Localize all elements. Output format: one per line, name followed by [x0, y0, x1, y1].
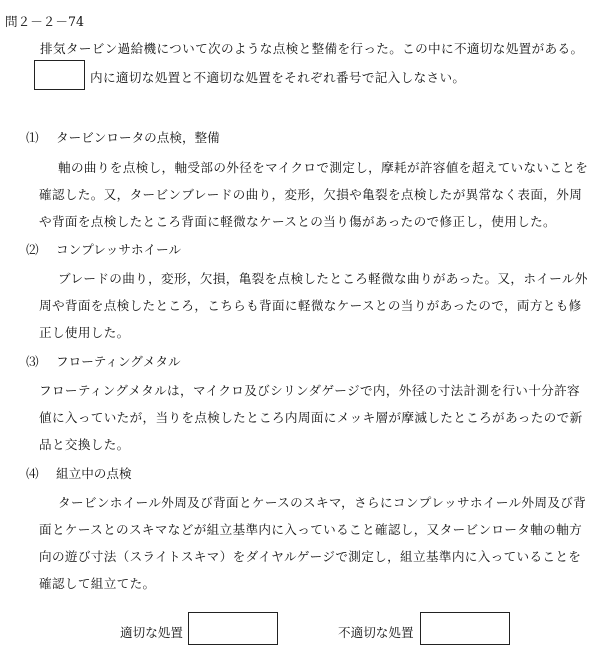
- item-3-line-2: 値に入っていたが，当りを点検したところ内周面にメッキ層が摩滅したところがあったので新: [39, 410, 583, 425]
- appropriate-label: 適切な処置: [120, 625, 183, 640]
- inappropriate-label: 不適切な処置: [338, 625, 414, 640]
- item-3-line-1: フローティングメタルは，マイクロ及びシリンダゲージで内，外径の寸法計測を行い十分許容: [39, 383, 580, 398]
- item-4-line-1: タービンホイール外周及び背面とケースのスキマ，さらにコンプレッサホイール外周及び背: [58, 495, 587, 510]
- appropriate-answer-box[interactable]: [188, 612, 278, 645]
- item-2-line-1: ブレードの曲り，変形，欠損，亀裂を点検したところ軽微な曲りがあった。又，ホイール外: [58, 271, 588, 286]
- item-4-title: 組立中の点検: [56, 466, 132, 481]
- item-3-line-3: 品と交換した。: [39, 437, 130, 452]
- item-4-number: ⑷: [26, 466, 39, 481]
- intro-line-2: 内に適切な処置と不適切な処置をそれぞれ番号で記入しなさい。: [90, 70, 466, 85]
- item-2-line-2: 周や背面を点検したところ，こちらも背面に軽微なケースとの当りがあったので，両方とも修: [39, 298, 582, 313]
- item-4-line-3: 向の遊び寸法（スライトスキマ）をダイヤルゲージで測定し，組立基準内に入っていることを: [39, 549, 582, 564]
- item-2-title: コンプレッサホイール: [56, 242, 182, 257]
- item-2-number: ⑵: [26, 242, 39, 257]
- item-1-line-1: 軸の曲りを点検し，軸受部の外径をマイクロで測定し，摩耗が許容値を超えていないことを: [58, 160, 589, 175]
- inline-answer-box: [34, 60, 85, 90]
- item-4-line-4: 確認して組立てた。: [39, 576, 156, 591]
- item-3-title: フローティングメタル: [56, 354, 181, 369]
- inappropriate-answer-box[interactable]: [420, 612, 510, 645]
- item-4-line-2: 面とケースとのスキマなどが組立基準内に入っていること確認し，又タービンロータ軸の軸方: [39, 522, 583, 537]
- item-1-title: タービンロータの点検，整備: [56, 130, 220, 145]
- item-2-line-3: 正し使用した。: [39, 325, 130, 340]
- intro-line-1: 排気タービン過給機について次のような点検と整備を行った。この中に不適切な処置がある。: [40, 41, 584, 56]
- item-1-number: ⑴: [26, 130, 39, 145]
- problem-number: 問２－２－74: [5, 14, 84, 29]
- item-3-number: ⑶: [26, 354, 39, 369]
- item-1-line-2: 確認した。又，タービンブレードの曲り，変形，欠損や亀裂を点検したが異常なく表面，外周: [39, 187, 583, 202]
- item-1-line-3: や背面を点検したところ背面に軽微なケースとの当り傷があったので修正し，使用した。: [39, 214, 556, 229]
